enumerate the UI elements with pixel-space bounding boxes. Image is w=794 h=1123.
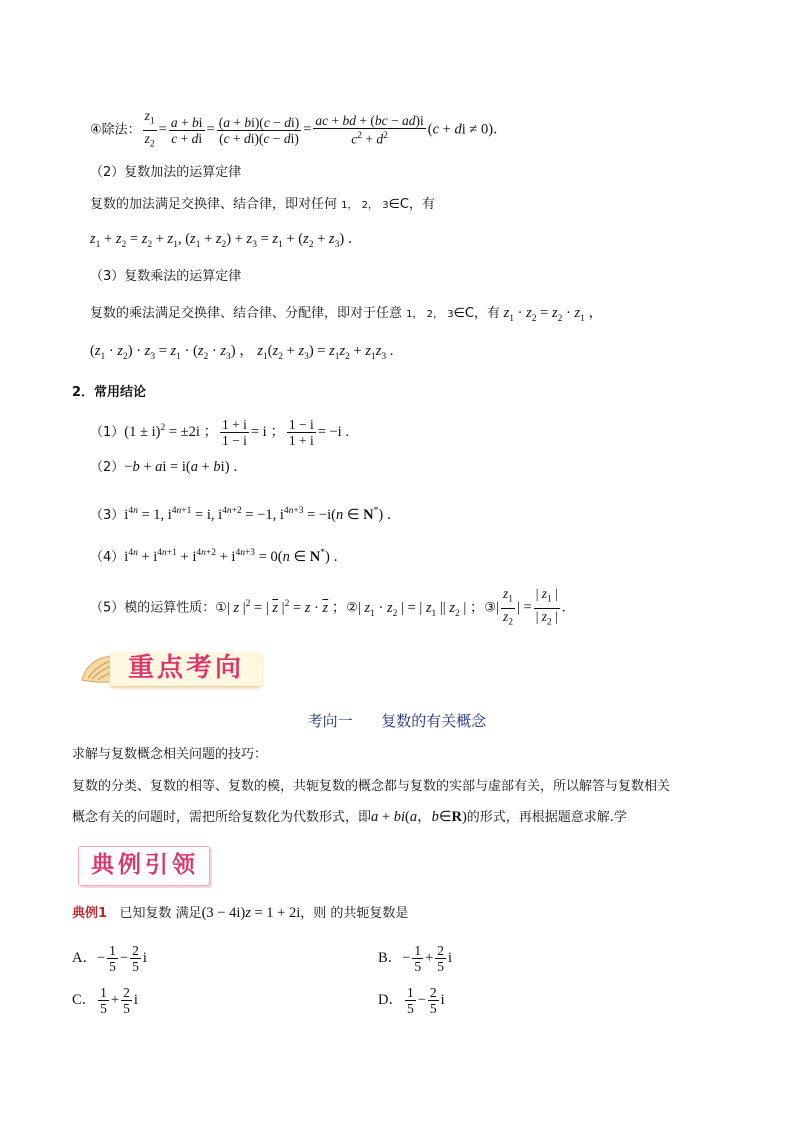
division-label: ④除法： [90, 122, 141, 138]
key-topics-label: 重点考向 [128, 653, 245, 683]
example-1-stem: 典例1 已知复数 满足(3 − 4i)z = 1 + 2i，则 的共轭复数是 [72, 905, 409, 921]
conclusions-heading: 2．常用结论 [72, 385, 147, 400]
division-formula: ④除法： $\frac{z_1}{z_2}$ = $\frac{a + bi}{c + di}$ = $\frac{(a + bi)(c - di)}{(c + di)(c - di)}$ = $\frac{ac + bd + (bc - ad)i}{c^2 + d^2}$ (c + di ≠ 0)． [90, 108, 508, 150]
conclusion-3: $(3)i^{4n} = 1$, $i^{4n+1} = i$, $i^{4n+2} = -1$, $i^{4n+3} = -i(n$ ∈ N*) ． [90, 506, 402, 523]
option-c[interactable]: C． $\frac{1}{5}$ + $\frac{2}{5}$ i [72, 985, 138, 1016]
example-tag: 典例1 [72, 906, 108, 921]
conclusion-1: $(1)(1 \pm i)^2 = \pm 2i$ ； $\frac{1 + i}{1 - i}$ = i ； $\frac{1 - i}{1 + i}$ = −i . [90, 416, 349, 448]
section-name: 复数的有关概念 [381, 712, 487, 730]
addition-law-heading: （2）复数加法的运算定律 [90, 165, 242, 180]
conclusion-5: （5）模的运算性质：①| z $|^2$ = | $\overline{z}$ $|^2 = z \cdot \overline{z}$ ；②| $z_1 \cdot z_2$ | = | $z_1$ || $z_2$ | ；③| $\frac{z_1}{z_2}$ | = $\frac{| z_1 |}{| z_2 |}$ . [90, 586, 566, 628]
option-d[interactable]: D． $\frac{1}{5}$ − $\frac{2}{5}$ i [378, 985, 445, 1016]
section-number: 考向一 [307, 712, 353, 730]
example-lead-box [78, 846, 210, 886]
conclusion-4: $(4)i^{4n} + i^{4n+1} + i^{4n+2} + i^{4n+3} = 0(n$ ∈ N*) ． [90, 548, 348, 565]
option-a[interactable]: A．− $\frac{1}{5}$ − $\frac{2}{5}$ i [72, 943, 147, 974]
section-title [0, 710, 794, 731]
multiplication-law-formula: $(z_1 \cdot z_2) \cdot z_3 = z_1 \cdot (z_2 \cdot z_3)$ ， $z_1(z_2 + z_3) = z_1z_2 + z_1z_3$ . [90, 343, 394, 362]
example-lead-label: 典例引领 [91, 851, 199, 878]
multiplication-law-desc: 复数的乘法满足交换律、结合律、分配律，即对于任意 1， 2， 3∈C，有 $z_1 \cdot z_2 = z_2 \cdot z_1$ ， [90, 305, 603, 324]
addition-law-formula: $z_1 + z_2 = z_2 + z_1$, $(z_1 + z_2) + z_3 = z_1 + (z_2 + z_3)$ ． [90, 231, 363, 250]
multiplication-law-heading: （3）复数乘法的运算定律 [90, 269, 242, 284]
option-b[interactable]: B．− $\frac{1}{5}$ + $\frac{2}{5}$ i [378, 943, 453, 974]
tips-line-1: 复数的分类、复数的相等、复数的模，共轭复数的概念都与复数的实部与虚部有关，所以解答与复数相关 [72, 779, 671, 794]
addition-law-desc: 复数的加法满足交换律、结合律，即对任何 1， 2， 3∈C，有 [90, 197, 435, 212]
key-topics-banner [78, 646, 268, 692]
tips-line-2: 概念有关的问题时，需把所给复数化为代数形式，即a + bi(a，b∈R)的形式，再根据题意求解.学 [72, 809, 627, 825]
tips-intro: 求解与复数概念相关问题的技巧： [72, 747, 268, 762]
conclusion-2: （2）−b + ai = i(a + bi) ． [90, 459, 248, 475]
